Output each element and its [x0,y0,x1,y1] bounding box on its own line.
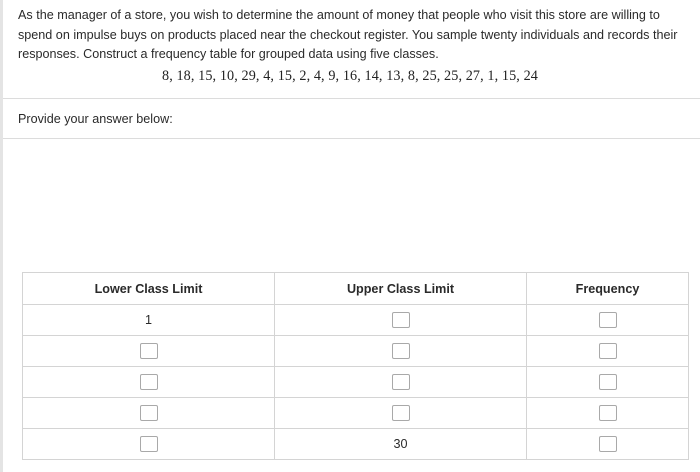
table-header-row [23,273,689,305]
table-row [23,336,689,367]
frequency-cell [527,429,689,460]
upper-limit-input[interactable] [392,343,410,359]
frequency-table [22,272,689,460]
divider [3,98,700,99]
frequency-input[interactable] [599,343,617,359]
table-row [23,305,689,336]
header-frequency: Frequency [527,273,689,305]
lower-limit-input[interactable] [140,343,158,359]
lower-limit-cell [23,367,275,398]
lower-limit-cell [23,398,275,429]
frequency-cell [527,398,689,429]
upper-limit-input[interactable] [392,374,410,390]
lower-limit-input[interactable] [140,436,158,452]
data-values: 8, 18, 15, 10, 29, 4, 15, 2, 4, 9, 16, 14, 13, 8, 25, 25, 27, 1, 15, 24 [162,68,538,84]
lower-limit-cell [23,429,275,460]
frequency-input[interactable] [599,436,617,452]
question-text: As the manager of a store, you wish to determine the amount of money that people who visit this store are willing to spend on impulse buys on products placed near the checkout register. You sample twenty individuals and records their responses. Construct a frequency table for grouped data using five classes. [18,8,678,61]
table-row [23,398,689,429]
frequency-cell [527,336,689,367]
upper-limit-value: 30 [275,429,527,460]
upper-limit-cell [275,336,527,367]
frequency-input[interactable] [599,312,617,328]
lower-limit-input[interactable] [140,374,158,390]
header-lower-class-limit: Lower Class Limit [23,273,275,305]
frequency-cell [527,305,689,336]
answer-prompt: Provide your answer below: [18,112,173,126]
frequency-cell [527,367,689,398]
divider [3,138,700,139]
header-upper-class-limit: Upper Class Limit [275,273,527,305]
lower-limit-value: 1 [23,305,275,336]
lower-limit-input[interactable] [140,405,158,421]
upper-limit-cell [275,367,527,398]
upper-limit-cell [275,398,527,429]
lower-limit-cell [23,336,275,367]
frequency-input[interactable] [599,374,617,390]
table-row [23,367,689,398]
frequency-input[interactable] [599,405,617,421]
table-row [23,429,689,460]
upper-limit-input[interactable] [392,405,410,421]
upper-limit-input[interactable] [392,312,410,328]
upper-limit-cell [275,305,527,336]
